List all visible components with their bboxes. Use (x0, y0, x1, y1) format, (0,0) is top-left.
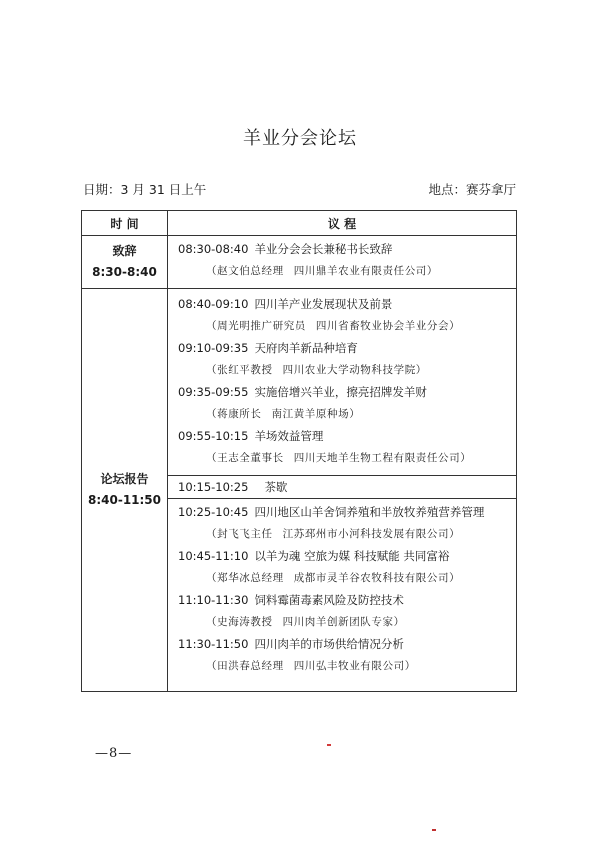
item-speaker: （蒋康所长 (206, 408, 262, 420)
item-speaker: （田洪春总经理 (206, 660, 284, 672)
scan-mark (327, 744, 331, 746)
item-topic: 以羊为魂 空旅为媒 科技赋能 共同富裕 (254, 549, 450, 563)
header-agenda: 议 程 (168, 211, 517, 236)
item-time: 10:25-10:45 (178, 505, 249, 519)
agenda-item (178, 337, 516, 359)
item-speaker-line (178, 611, 516, 633)
agenda-item (178, 589, 516, 611)
item-speaker: （王志全董事长 (206, 452, 284, 464)
item-speaker: （郑华冰总经理 (206, 572, 284, 584)
item-org: 四川农业大学动物科技学院） (282, 364, 427, 376)
item-speaker-line (178, 403, 516, 425)
item-speaker: （封飞飞主任 (206, 528, 273, 540)
item-topic: 羊业分会会长兼秘书长致辞 (254, 242, 393, 256)
agenda-item (178, 238, 516, 260)
opening-program (168, 236, 517, 289)
forum-program-block-1 (168, 289, 517, 476)
tea-break-time: 10:15-10:25 (178, 480, 249, 494)
item-time: 08:30-08:40 (178, 242, 249, 256)
item-speaker-line (178, 260, 516, 282)
item-time: 11:30-11:50 (178, 637, 249, 651)
scan-mark (432, 829, 436, 831)
opening-time-cell (82, 236, 168, 289)
item-topic: 饲料霉菌毒素风险及防控技术 (254, 593, 404, 607)
item-speaker: （周光明推广研究员 (206, 320, 306, 332)
opening-name: 致辞 (112, 244, 137, 258)
item-time: 11:10-11:30 (178, 593, 249, 607)
forum-name: 论坛报告 (100, 472, 149, 486)
item-org: 江苏邳州市小河科技发展有限公司） (282, 528, 461, 540)
item-speaker: （史海涛教授 (206, 616, 273, 628)
item-topic: 四川地区山羊舍饲养殖和半放牧养殖营养管理 (254, 505, 485, 519)
opening-row (82, 236, 517, 289)
item-speaker: （张红平教授 (206, 364, 273, 376)
agenda-item (178, 545, 516, 567)
item-topic: 羊场效益管理 (254, 429, 324, 443)
event-location: 地点：赛芬拿厅 (428, 182, 516, 197)
item-org: 南江黄羊原种场） (271, 408, 361, 420)
item-time: 09:10-09:35 (178, 341, 249, 355)
item-speaker-line (178, 567, 516, 589)
item-time: 09:55-10:15 (178, 429, 249, 443)
item-time: 10:45-11:10 (178, 549, 249, 563)
item-topic: 四川肉羊的市场供给情况分析 (254, 637, 404, 651)
item-speaker-line (178, 359, 516, 381)
item-speaker-line (178, 655, 516, 677)
page-number: —8— (95, 746, 133, 761)
agenda-item (178, 293, 516, 315)
forum-row-1 (82, 289, 517, 476)
agenda-item (178, 425, 516, 447)
item-org: 四川省畜牧业协会羊业分会） (315, 320, 461, 332)
item-org: 四川天地羊生物工程有限责任公司） (293, 452, 472, 464)
item-speaker-line (178, 447, 516, 469)
item-org: 四川鼎羊农业有限责任公司） (293, 265, 439, 277)
tea-break-cell (168, 476, 517, 499)
item-topic: 四川羊产业发展现状及前景 (254, 297, 393, 311)
item-topic: 天府肉羊新品种培育 (254, 341, 358, 355)
item-org: 四川弘丰牧业有限公司） (293, 660, 416, 672)
table-header-row (82, 211, 517, 236)
tea-break-topic: 茶歇 (264, 480, 288, 494)
item-time: 08:40-09:10 (178, 297, 249, 311)
item-speaker-line (178, 523, 516, 545)
item-org: 四川肉羊创新团队专家） (282, 616, 405, 628)
agenda-item (178, 501, 516, 523)
item-time: 09:35-09:55 (178, 385, 249, 399)
page-title: 羊业分会论坛 (243, 128, 357, 149)
agenda-item (178, 633, 516, 655)
opening-time: 8:30-8:40 (92, 265, 157, 279)
header-time: 时 间 (82, 211, 168, 236)
item-topic: 实施倍增兴羊业，擦亮招牌发羊财 (254, 385, 427, 399)
item-speaker: （赵文伯总经理 (206, 265, 284, 277)
agenda-item (178, 381, 516, 403)
event-date: 日期：3 月 31 日上午 (83, 182, 207, 197)
forum-time: 8:40-11:50 (87, 493, 162, 507)
forum-program-block-2 (168, 499, 517, 692)
item-org: 成都市灵羊谷农牧科技有限公司） (293, 572, 461, 584)
agenda-table (81, 210, 517, 692)
item-speaker-line (178, 315, 516, 337)
forum-time-cell (82, 289, 168, 692)
